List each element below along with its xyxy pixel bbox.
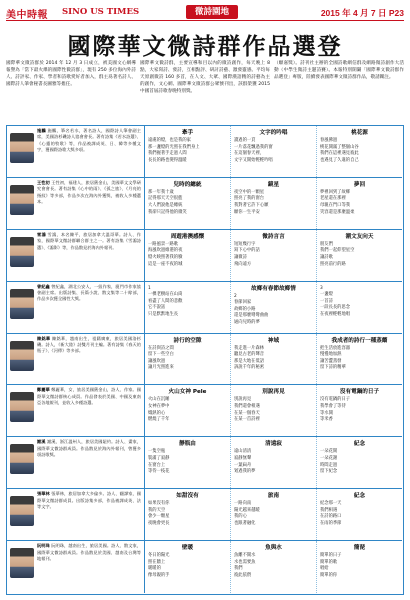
poem-line: 我們相遇 [320, 507, 338, 513]
poem-line: 讀過的一頁 [234, 138, 256, 143]
poem-line: 如果沒有你 [148, 501, 170, 507]
poem-line: 看盡了人間的悲歡 [148, 298, 183, 304]
author-bio-text: 施鵬，筆名若水，著名詩人，國際詩人筆會副主席，美國洛杉磯詩人協會會長。著有詩集《若水詩選》、《心靈的牧歌》等，作品被譯成英、日、韓等多種文字，獲國際詩歌大獎多項。 [37, 128, 141, 153]
poem-title: 靜瓶由 [179, 441, 196, 448]
poem-line: 留下詩的精華 [320, 365, 346, 371]
poem-title: 旅南 [267, 493, 280, 500]
poem-line: 3 [320, 285, 323, 291]
intro-text [6, 60, 404, 124]
poem [230, 385, 316, 436]
poem-title: 鏡星 [267, 181, 280, 188]
poem-line: 一段長長的思念 [320, 305, 351, 311]
poem-title: 周遊港澳感懷 [170, 233, 205, 240]
author-profile [7, 437, 145, 488]
poem-line: 裝滿了寂靜 [148, 455, 170, 461]
poem-line: 還是那麼彎彎曲曲 [234, 313, 269, 319]
poem-title: 別說再見 [262, 389, 285, 396]
poem-line: 通向兒時的夢 [234, 320, 260, 326]
poem-line: 我們一起仰望星空 [320, 248, 355, 254]
poem [145, 489, 230, 540]
poem [145, 385, 230, 436]
author-photo [10, 548, 34, 578]
poem-line: 留下紀念 [320, 469, 338, 475]
author-photo [10, 496, 34, 526]
poem-title: 火山女神 Pele [168, 389, 207, 396]
author-row [7, 126, 402, 178]
poem-line: 2 [234, 293, 237, 299]
poem-line: 划過我的夢 [234, 469, 256, 475]
author-name: 張華林 [37, 491, 50, 497]
poem-line: 記得那天天空很藍 [148, 196, 183, 202]
poem-title: 沒有電鍋的日子 [339, 389, 380, 396]
author-photo [10, 185, 34, 215]
poem-line: 我學會了等待 [320, 404, 346, 410]
poem [145, 437, 230, 488]
poems [145, 489, 402, 540]
poem-title: 紀念 [353, 493, 366, 500]
poem [230, 541, 316, 593]
poem-line: 在窗台上 [148, 462, 166, 468]
author-name: 曾紀鑫 [37, 283, 50, 289]
poem-line: 在雨的季節 [320, 521, 342, 526]
poem-title: 故鄉有春節故鄉情 [251, 285, 296, 292]
poem-line: 讓苦澀蒸發 [320, 358, 342, 364]
poem-line: 故鄉的小路 [234, 306, 256, 312]
poem [316, 437, 402, 488]
poems [145, 126, 402, 177]
poem-line: 燃燒了千年 [148, 417, 170, 423]
poem-line: 一葉扁舟 [234, 462, 252, 468]
author-profile [7, 282, 145, 333]
author-bio-text: 阮明珠，越南出生，旅居美國。詩人、散文家，國際華文微詩群成員。作品散見於美國、越南及台灣等地報刊。 [37, 543, 141, 561]
author-bio-text: 謝溪，浙江溫州人，旅居美國紐約。詩人、畫家，國際華文微詩群成員。作品散見於海內外報刊，曾獲多項詩歌獎。 [37, 439, 141, 458]
poem-line: 飛向遠方 [234, 261, 252, 267]
author-bio [37, 128, 141, 175]
poem-title: 微詩言言 [262, 233, 285, 240]
author-profile [7, 178, 145, 229]
poem-line: 願你一生平安 [234, 209, 260, 215]
poem-line: 一路向南 [234, 501, 252, 507]
newspaper-logo: 美中時報 [6, 10, 48, 21]
poem-title: 桃花源 [351, 130, 368, 136]
author-name: 王性初 [37, 179, 50, 185]
author-row [7, 385, 402, 437]
poem-line: 遠山清清 [234, 449, 252, 455]
poem-title: 如甜沒有 [176, 493, 199, 500]
poem-grid [6, 125, 404, 595]
poem-line: 在某一個春天 [234, 410, 260, 416]
poem-line: 我們握著手走過人間 [148, 151, 187, 157]
poem-title: 潮文友向天 [345, 233, 374, 240]
poem-line: 夜晚會更長 [148, 521, 170, 526]
poem-line: 春風拂過 [320, 138, 338, 143]
poem-line: 桃花開滿了整個山谷 [320, 144, 359, 150]
poem-line: 我對著它許下心願 [234, 203, 269, 209]
intro-column: （願嘉獎）。詩刊社主辦的全國詩歌網信群及網路微詩創作大活動（中學生微詩主題詩賽）。本報特別開闢「國際華文微詩群作品選登」專版，陸續發表國際華文微詩群作品，敬請關注。 [274, 61, 404, 81]
poem-title: 夢回 [353, 181, 366, 188]
author-row [7, 178, 402, 230]
author-row [7, 282, 402, 334]
poem-title: 兒時的總統 [173, 181, 202, 188]
newspaper-logo-english: SINO US TIMES [62, 7, 140, 17]
author-profile [7, 230, 145, 281]
author-name: 鄭麗華 [37, 387, 50, 393]
poem-line: 一路風景一路歌 [148, 241, 179, 247]
poem-title: 簡琵 [353, 545, 366, 552]
poem-line: 像母親的手 [148, 572, 170, 578]
poem-line: 春節回家 [234, 300, 252, 306]
author-photo [10, 237, 34, 267]
poem [145, 178, 230, 229]
poem-line: 冬日的陽光 [148, 553, 170, 559]
poem-line: 只是默默地生長 [148, 312, 179, 318]
poem-title: 牽手 [181, 130, 194, 136]
poem-line: 大人們說他是總統 [148, 203, 183, 209]
author-name: 雪鴻 [37, 231, 46, 237]
poem-line: 它不說話 [148, 305, 166, 311]
poem-line: 讓風吹過 [148, 358, 166, 364]
author-photo [10, 392, 34, 422]
poem-line: 熾熱的心 [148, 410, 166, 416]
poem-line: 那一年我十歲 [148, 189, 174, 195]
poem-line: 在夜裡輕輕地唱 [320, 312, 351, 318]
author-name: 阮明珠 [37, 543, 50, 549]
author-profile [7, 126, 145, 177]
poem-title: 清遠寂 [265, 441, 282, 448]
poem-line: 紀念那一天 [320, 501, 342, 507]
author-bio-text: 曾紀鑫，湖北公安人，一級作家，廈門市作家協會副主席。出版詩集、長篇小說、散文集等二十餘部，作品多次獲全國性大獎。 [37, 283, 141, 302]
poem-line: 彼此依偎 [234, 572, 252, 578]
poem-line: 我卻只記得他的微笑 [148, 209, 187, 215]
poem-line: 會少一顆星 [148, 514, 170, 520]
dateline: 2015 年 4 月 7 日 P23 [320, 8, 404, 18]
poem-title: 魚與水 [265, 545, 282, 552]
poem-line: 也跟著融化 [234, 521, 256, 526]
poem [230, 178, 316, 229]
page-headline: 國際華文微詩群作品選登 [67, 34, 343, 60]
poem [145, 126, 230, 177]
author-row [7, 230, 402, 282]
poem [145, 282, 230, 333]
poem [230, 437, 316, 488]
poem-line: 寂靜無聲 [234, 455, 252, 461]
intro-column: 國際華文微詩群於 2014 年 12 月 3 日成立，被美國文心網導報譽為「當下最火爆的國際性微詩群」，現有 250 多位海內外詩人、詩評家、作家、學者和詩歌愛好者加入，群主爲著名詩人、國際詩人筆會秘書長圖雅等擔任。 [6, 61, 136, 88]
author-bio [37, 232, 141, 279]
poem-line: 訴說千年的秘密 [234, 365, 265, 371]
poem-line: 這是一座不夜的城 [148, 261, 183, 267]
author-profile [7, 385, 145, 436]
poem-line: 在某一首詩裡 [234, 417, 260, 423]
author-bio [37, 439, 141, 486]
poem-line: 我走進一片森林 [234, 345, 265, 351]
poem [316, 126, 402, 177]
poem-line: 慢慢地加熱 [320, 352, 342, 358]
poem-line: 1 [148, 285, 151, 291]
author-bio [37, 180, 141, 227]
poem-line: 讓詩歌 [320, 254, 333, 260]
poem-line: 火山在沉睡 [148, 397, 170, 403]
poem-line: 女神在夢中 [148, 404, 170, 410]
poem-line: 別說再見 [234, 397, 252, 403]
poem-line: 那是大地在低語 [234, 358, 265, 364]
poem-line: 等米香 [320, 417, 333, 423]
poem-line: 在詩與詩之間 [148, 345, 174, 351]
author-name: 謝溪 [37, 439, 46, 445]
poem-line: 長長的路也變得溫暖 [148, 157, 187, 163]
poem-line: 等待一枝花 [148, 469, 170, 475]
poem-line: 唱給 [320, 566, 329, 572]
poems [145, 282, 402, 333]
poem-title: 神域 [267, 337, 280, 344]
poems [145, 230, 402, 281]
poem [316, 541, 402, 593]
author-bio [37, 491, 141, 538]
poem [316, 282, 402, 333]
poem-line: 朋友們 [320, 241, 333, 247]
poem-line: 簡單的你 [320, 572, 338, 578]
poem-line: 我的天空 [148, 507, 166, 513]
poems [145, 437, 402, 488]
poems [145, 385, 402, 436]
author-row [7, 334, 402, 386]
poem-line: 老屋還在那裡 [320, 196, 346, 202]
poem [230, 282, 316, 333]
poem-line: 那一盞燈的光照在我們身上 [148, 144, 200, 150]
poem-line: 也遇見了久違的自己 [320, 157, 359, 163]
author-name: 陳銘華 [37, 335, 51, 341]
poem [145, 334, 230, 385]
author-profile [7, 334, 145, 385]
poem-line: 海風吹過維港的夜 [148, 248, 183, 254]
poem-line: 一片落花飄過我的窗 [234, 144, 273, 150]
author-photo [10, 444, 34, 474]
author-bio-text: 張華林，旅居加拿大多倫多。詩人、翻譯家，國際華文微詩群成員。出版詩集多部，作品被譯成英、法等文字。 [37, 491, 141, 510]
author-row [7, 541, 402, 593]
poem [316, 178, 402, 229]
author-photo [10, 289, 34, 319]
author-bio-text: 陳銘華，越南出生，祖籍廣東，旅居美國洛杉磯。詩人，《新大陸》詩雙月刊主編。著有詩集《春天的瓶子》、《河傳》等多部。 [37, 335, 141, 354]
poems [145, 334, 402, 385]
poem [316, 230, 402, 281]
intro-column: 國際華文微詩群，主要宣導和目以內的微詩創作，每天晚上 8 點，大家寫詩、發詩，互相點評、研討詩藝、激發靈感。平均每天原創微詩 160 多首，在人文、大眾、國際漢語精的詩藝為主的創作，文心網、國際華文微詩群公眾號刊出，該群榮獲 2015 中國首屆詩歌春晚特別獎。 [140, 61, 270, 95]
poem-line: 我的心 [234, 514, 247, 520]
poem [316, 334, 402, 385]
section-tag: 微詩園地 [186, 5, 238, 19]
poem [230, 230, 316, 281]
poem-line: 時間走過 [320, 462, 338, 468]
author-bio [37, 387, 141, 434]
poem-line: 簡單的日子 [320, 553, 342, 559]
poem-line: 照在牆上 [148, 559, 166, 565]
author-profile [7, 541, 145, 593]
poem-title: 文字的吟唱 [259, 130, 288, 136]
poem-line: 一朵花開 [320, 449, 338, 455]
poem-line: 在這個春天裡， [234, 151, 265, 157]
poem-line: 魚離不開水 [234, 553, 256, 559]
poem-line: 讓月光照進來 [148, 365, 174, 371]
poem [230, 334, 316, 385]
poem-line: 遠處的燈，也是我的家 [148, 138, 191, 143]
author-bio-text: 雪鴻，本名陳平，旅居加拿大溫哥華。詩人、作家，國際華文微詩群聯合群主之一。著有詩集《雪鴻詩選》、《鴻影》等，作品散見於海內外報刊。 [37, 231, 141, 250]
poem-line: 我們 [234, 566, 243, 572]
poem-title: 我成者的詩行一種蒸餾 [331, 337, 388, 344]
poem-line: 我們在這裡遇見彼此 [320, 151, 359, 157]
poem [316, 489, 402, 540]
poem [145, 541, 230, 593]
poem [230, 126, 316, 177]
author-row [7, 437, 402, 489]
poem-line: 一隻空瓶 [148, 449, 166, 455]
poem [145, 230, 230, 281]
author-bio [37, 336, 141, 383]
poem-title: 壁暖 [181, 545, 194, 552]
poem-line: 留下一些空白 [148, 352, 174, 358]
poem-line: 聽見古老的聲音 [234, 352, 265, 358]
author-bio-text: 王性初，福建人，旅居舊金山，美國華文文學研究會會長。著有詩集《心中的雨》、《孤之旅》、《月亮的指紋》等多部，作品多次在海內外獲獎，被收入多種選本。 [37, 179, 141, 205]
poem-line: 母親在門口等我 [320, 203, 351, 209]
poem-line: 我們還會相遇 [234, 404, 260, 410]
poem-line: 燈火映照著我的臉 [148, 254, 183, 260]
poem-line: 陽光越來越暖 [234, 507, 260, 513]
poem-line: 笑容還是那麼溫柔 [320, 209, 355, 215]
poem [230, 489, 316, 540]
poems [145, 178, 402, 229]
poem-line: 一盞燈 [320, 292, 333, 298]
poem-line: 讓微詩 [234, 254, 247, 260]
poem-line: 照亮前行的路 [320, 261, 346, 267]
poem-line: 寫下心中的話 [234, 248, 260, 254]
poem-line: 在詩的路口 [320, 514, 342, 520]
author-row [7, 489, 402, 541]
author-profile [7, 489, 145, 540]
poem-line: 一朵花謝 [320, 455, 338, 461]
poem [316, 385, 402, 436]
poem-line: 照亮了我的窗台 [234, 196, 265, 202]
author-photo [10, 133, 34, 163]
poem-line: 沒有電鍋的日子 [320, 397, 351, 403]
poem-line: 把生活放進容器 [320, 345, 351, 351]
poem-title: 詩行的空隙 [173, 337, 202, 344]
poem-line: 短短幾行字 [234, 241, 256, 247]
poems [145, 541, 402, 593]
masthead [6, 5, 404, 21]
poem-title: 紀念 [353, 441, 366, 448]
poem-line: 夢裡回到了故鄉 [320, 189, 351, 195]
poem-line: 水也需要魚 [234, 559, 256, 565]
poem-line: 簡單的歌 [320, 559, 338, 565]
author-name: 施鵬 [37, 128, 46, 133]
poem-line: 文字又開始輕輕吟唱 [234, 157, 273, 163]
poem-line: 一棵老樹站在山崗 [148, 292, 183, 298]
poem-line: 一首詩 [320, 298, 333, 304]
poem-line: 暖暖的 [148, 566, 161, 572]
poem-line: 夜空中的一顆星 [234, 189, 265, 195]
author-bio [37, 543, 141, 591]
author-bio [37, 284, 141, 331]
author-photo [10, 341, 34, 371]
author-bio-text: 鄭麗華，女，旅居美國舊金山，詩人、作家。國際華文微詩群核心成員。作品發表於美國、中國及東南亞各地報刊，並收入多種詩選。 [37, 387, 141, 406]
poem-line: 等水開 [320, 410, 333, 416]
